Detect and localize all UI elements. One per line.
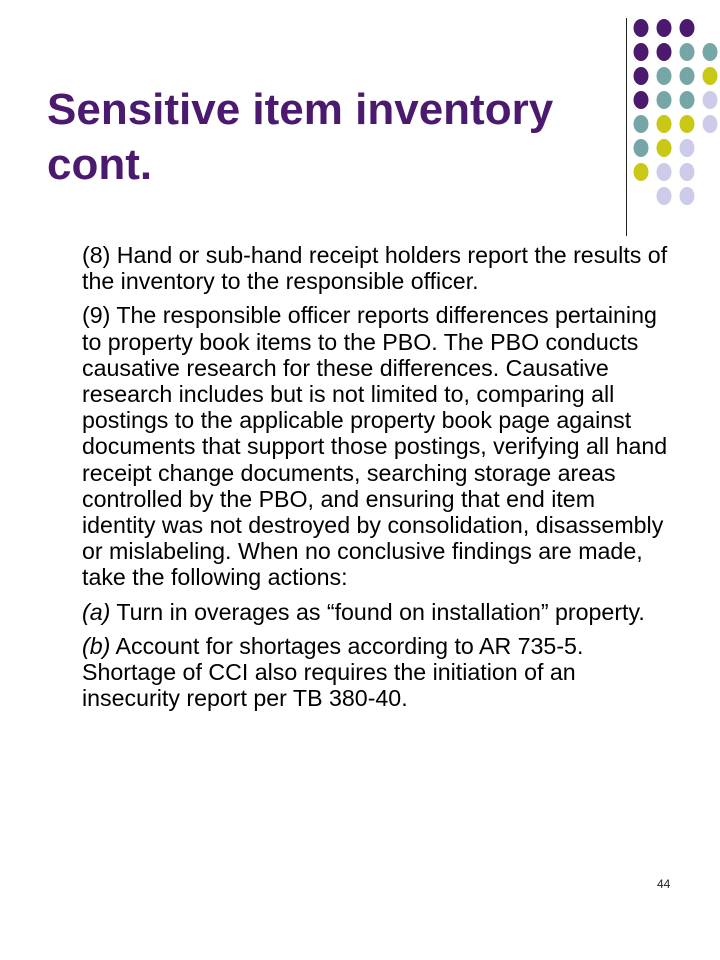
decorative-dot bbox=[680, 115, 695, 133]
decorative-dot bbox=[657, 19, 672, 37]
decorative-dot bbox=[680, 187, 695, 205]
decorative-dot bbox=[634, 67, 649, 85]
decorative-dot bbox=[680, 43, 695, 61]
paragraph-label: (b) bbox=[82, 632, 111, 659]
decorative-dot bbox=[657, 115, 672, 133]
paragraph-text: Hand or sub-hand receipt holders report the results of the inventory to the responsible officer. bbox=[82, 242, 668, 295]
decorative-dot bbox=[657, 187, 672, 205]
paragraph-label: (a) bbox=[82, 598, 111, 625]
paragraph-text: Account for shortages according to AR 735-5. Shortage of CCI also requires the initiation of an insecurity report per TB 380-40. bbox=[82, 632, 584, 712]
decorative-dot bbox=[703, 115, 718, 133]
decorative-dot bbox=[680, 91, 695, 109]
decorative-dot bbox=[657, 91, 672, 109]
decorative-dot bbox=[703, 91, 718, 109]
decorative-dot bbox=[634, 91, 649, 109]
decorative-dot bbox=[703, 43, 718, 61]
decorative-dot bbox=[657, 67, 672, 85]
decorative-dot bbox=[657, 139, 672, 157]
paragraph-b bbox=[82, 633, 672, 712]
paragraph-text: The responsible officer reports differences pertaining to property book items to the PBO. The PBO conducts causative research for these differences. Causative research includes but is not limited to, comparing all postings to the applicable property book page against documents that support those postings, verifying all hand receipt change documents, searching storage areas controlled by the PBO, and ensuring that end item identity was not destroyed by consolidation, disassembly or mislabeling. When no conclusive findings are made, take the following actions: bbox=[82, 302, 668, 591]
decorative-dot bbox=[703, 67, 718, 85]
paragraph-text: Turn in overages as “found on installation” property. bbox=[110, 598, 645, 625]
paragraph-label: (9) bbox=[82, 302, 111, 329]
paragraph-a bbox=[82, 599, 672, 625]
slide-title: Sensitive item inventory cont. bbox=[47, 85, 554, 189]
decorative-dot bbox=[634, 139, 649, 157]
vertical-divider bbox=[626, 18, 627, 236]
decorative-dot bbox=[634, 43, 649, 61]
decorative-dot bbox=[634, 19, 649, 37]
slide-body bbox=[82, 242, 672, 711]
decorative-dot bbox=[634, 163, 649, 181]
decorative-dot bbox=[680, 139, 695, 157]
decorative-dot bbox=[634, 115, 649, 133]
paragraph-label: (8) bbox=[82, 242, 111, 268]
decorative-dot bbox=[680, 19, 695, 37]
decorative-dot bbox=[657, 163, 672, 181]
page-number: 44 bbox=[657, 877, 671, 891]
paragraph-8 bbox=[82, 242, 672, 294]
paragraph-9 bbox=[82, 302, 672, 590]
decorative-dot bbox=[657, 43, 672, 61]
decorative-dot bbox=[680, 163, 695, 181]
decorative-dot bbox=[680, 67, 695, 85]
